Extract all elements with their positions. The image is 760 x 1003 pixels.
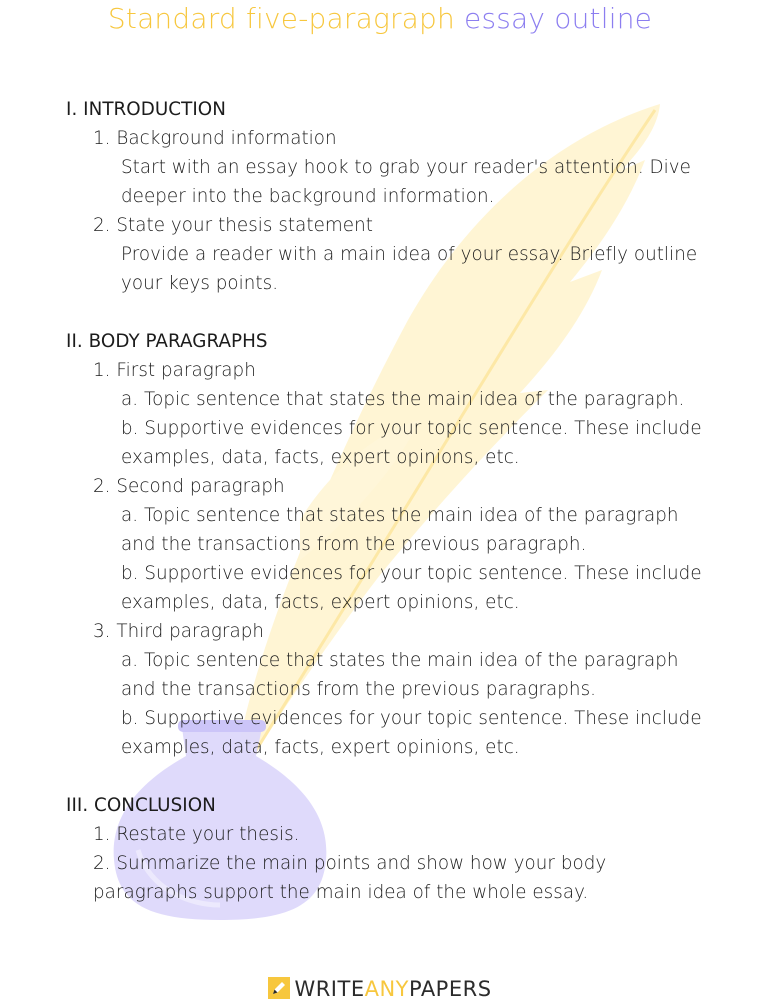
item-text: b. Supportive evidences for your topic sentence. These include xyxy=(121,708,702,729)
outline-item: 2. Second paragraph xyxy=(93,476,285,497)
item-text: and the transactions from the previous paragraph. xyxy=(121,534,587,555)
item-text: a. Topic sentence that states the main idea of the paragraph. xyxy=(121,389,685,410)
item-text: a. Topic sentence that states the main idea of the paragraph xyxy=(121,650,679,671)
section-heading: II. BODY PARAGRAPHS xyxy=(66,331,268,352)
item-text: examples, data, facts, expert opinions, etc. xyxy=(121,737,520,758)
item-text: a. Topic sentence that states the main idea of the paragraph xyxy=(121,505,679,526)
section-conclusion xyxy=(66,791,706,907)
item-text: Provide a reader with a main idea of your essay. Briefly outline xyxy=(121,244,698,265)
item-text: deeper into the background information. xyxy=(121,186,495,207)
outline-item: 1. First paragraph xyxy=(93,360,256,381)
page-title xyxy=(0,2,760,35)
item-text: your keys points. xyxy=(121,273,279,294)
section-introduction xyxy=(66,95,706,298)
item-text: examples, data, facts, expert opinions, etc. xyxy=(121,447,520,468)
outline-item: 1. Restate your thesis. xyxy=(93,824,300,845)
section-body-paragraphs xyxy=(66,327,706,762)
item-text: Start with an essay hook to grab your reader's attention. Dive xyxy=(121,157,691,178)
outline-item: 1. Background information xyxy=(93,128,337,149)
title-part-1: Standard five-paragraph xyxy=(107,2,455,35)
item-text: b. Supportive evidences for your topic sentence. These include xyxy=(121,563,702,584)
brand-logo xyxy=(0,975,760,1003)
pencil-icon xyxy=(268,977,290,999)
outline-item: 3. Third paragraph xyxy=(93,621,265,642)
item-text: paragraphs support the main idea of the whole essay. xyxy=(93,882,589,903)
logo-text-3: PAPERS xyxy=(409,977,492,1001)
essay-outline xyxy=(66,95,706,907)
section-heading: I. INTRODUCTION xyxy=(66,99,226,120)
outline-item: 2. State your thesis statement xyxy=(93,215,373,236)
item-text: and the transactions from the previous paragraphs. xyxy=(121,679,596,700)
item-text: b. Supportive evidences for your topic sentence. These include xyxy=(121,418,702,439)
title-part-2: essay outline xyxy=(464,2,653,35)
logo-text-2: ANY xyxy=(364,977,409,1001)
outline-item: 2. Summarize the main points and show how your body xyxy=(93,853,607,874)
item-text: examples, data, facts, expert opinions, etc. xyxy=(121,592,520,613)
logo-text-1: WRITE xyxy=(294,977,365,1001)
section-heading: III. CONCLUSION xyxy=(66,795,216,816)
